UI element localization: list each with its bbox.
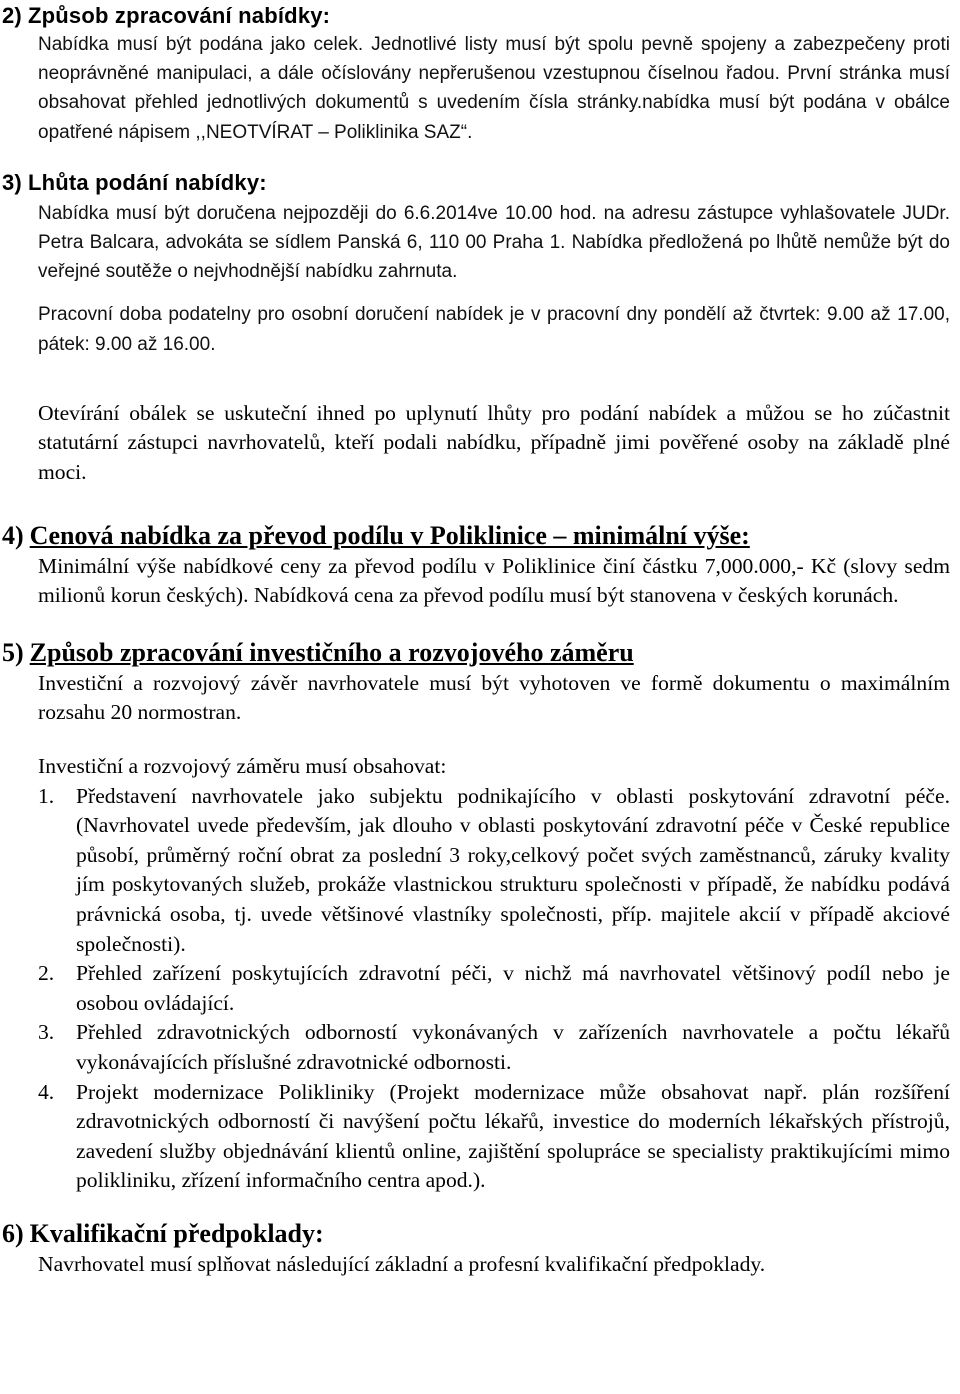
list-item-number: 4.: [38, 1079, 55, 1104]
section-6-number: 6): [2, 1218, 24, 1248]
section-6-heading: [2, 1218, 950, 1250]
section-3-heading: [2, 169, 950, 197]
section-5-list-intro: Investiční a rozvojový záměru musí obsahovat:: [38, 753, 447, 778]
list-item-text: Přehled zařízení poskytujících zdravotní péči, v nichž má navrhovatel většinový podíl nebo je osobou ovládající.: [76, 961, 950, 1015]
section-4-paragraph: Minimální výše nabídkové ceny za převod podílu v Poliklinice činí částku 7,000.000,- Kč (slovy sedm milionů korun českých). Nabídková cena za převod podílu musí být stanovena v českých korunách.: [38, 553, 950, 608]
list-item: [38, 782, 950, 960]
section-2-paragraph: Nabídka musí být podána jako celek. Jednotlivé listy musí být spolu pevně spojeny a zabezpečeny proti neoprávněné manipulaci, a dále očíslovány nepřerušenou vzestupnou číselnou řadou. První stránka musí obsahovat přehled jednotlivých dokumentů s uvedením čísla stránky.nabídka musí být podána v obálce opatřené nápisem ,,NEOTVÍRAT – Poliklinika SAZ“.: [38, 34, 950, 143]
section-6-title: Kvalifikační předpoklady:: [29, 1218, 324, 1248]
section-3-deadline-paragraph: Nabídka musí být doručena nejpozději do 6.6.2014ve 10.00 hod. na adresu zástupce vyhlašovatele JUDr. Petra Balcara, advokáta se sídlem Panská 6, 110 00 Praha 1. Nabídka předložená po lhůtě nemůže být do veřejné soutěže o nejvhodnější nabídku zahrnuta.: [38, 202, 950, 283]
section-3: [2, 169, 950, 488]
section-4: [2, 520, 950, 611]
section-3-opening-paragraph: Otevírání obálek se uskuteční ihned po uplynutí lhůty pro podání nabídek a můžou se ho zúčastnit statutární zástupci navrhovatelů, kteří podali nabídku, případně jimi pověřené osoby na základě plné moci.: [38, 400, 950, 485]
section-4-title: Cenová nabídka za převod podílu v Poliklinice – minimální výše:: [29, 520, 750, 550]
section-5-number: 5): [2, 637, 24, 667]
section-2-number: 2): [2, 3, 22, 28]
list-item: [38, 959, 950, 1018]
list-item-text: Projekt modernizace Polikliniky (Projekt modernizace může obsahovat např. plán rozšíření zdravotnických odborností či navýšení počtu lékařů, investice do moderních lékařských přístrojů, zavedení služby objednávání klientů online, zajištění spolupráce se specialisty praktikujícími mimo polikliniku, zřízení informačního centra apod.).: [76, 1079, 950, 1193]
section-5-title: Způsob zpracování investičního a rozvojového záměru: [29, 637, 634, 667]
section-6-paragraph: Navrhovatel musí splňovat následující základní a profesní kvalifikační předpoklady.: [38, 1251, 766, 1276]
list-item-number: 1.: [38, 783, 55, 808]
section-2-title: Způsob zpracování nabídky:: [27, 3, 331, 28]
section-6: [2, 1218, 950, 1280]
section-4-heading: [2, 520, 950, 552]
section-5-paragraph: Investiční a rozvojový závěr navrhovatele musí být vyhotoven ve formě dokumentu o maximálním rozsahu 20 normostran.: [38, 670, 950, 725]
list-item-number: 2.: [38, 961, 55, 986]
section-2-heading: [2, 2, 950, 30]
list-item: [38, 1078, 950, 1196]
section-4-number: 4): [2, 520, 24, 550]
list-item-number: 3.: [38, 1020, 55, 1045]
section-2: [2, 2, 950, 147]
section-3-office-hours-paragraph: Pracovní doba podatelny pro osobní doručení nabídek je v pracovní dny pondělí až čtvrtek: 9.00 až 17.00, pátek: 9.00 až 16.00.: [38, 304, 950, 355]
section-5-list: [2, 782, 950, 1196]
section-3-title: Lhůta podání nabídky:: [27, 169, 267, 195]
section-5-heading: [2, 637, 950, 669]
list-item: [38, 1018, 950, 1077]
list-item-text: Přehled zdravotnických odborností vykonávaných v zařízeních navrhovatele a počtu lékařů vykonávajících příslušné zdravotnické odbornosti.: [76, 1020, 950, 1074]
list-item-text: Představení navrhovatele jako subjektu podnikajícího v oblasti poskytování zdravotní péče. (Navrhovatel uvede především, jak dlouho v oblasti poskytování zdravotní péče v České republice působí, průměrný roční obrat za poslední 3 roky,celkový počet svých zaměstnanců, záruky kvality jím poskytovaných služeb, prokáže vlastnickou strukturu společnosti v případě, že nabídku podává právnická osoba, tj. uvede většinové vlastníky společnosti, příp. majitele akcií v případě akciové společnosti).: [76, 783, 950, 956]
section-3-number: 3): [2, 169, 22, 195]
section-5: [2, 637, 950, 1196]
